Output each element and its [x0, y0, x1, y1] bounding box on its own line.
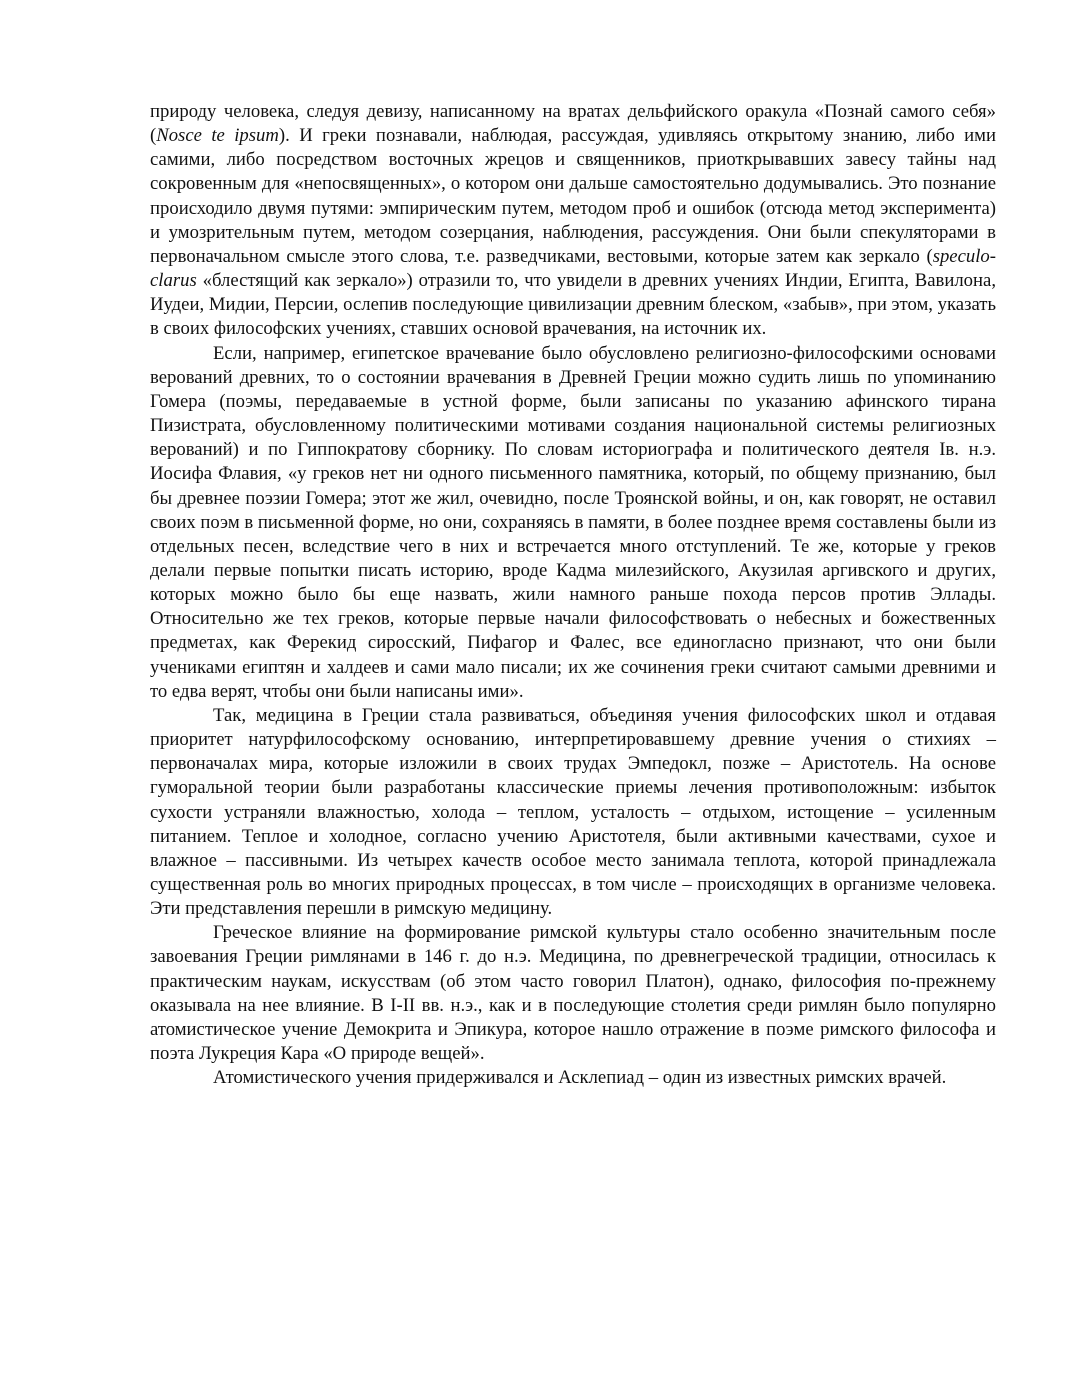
- paragraph-text: Если, например, египетское врачевание было обусловлено религиозно-философскими основами верований древних, то о состоянии врачевания в Древней Греции можно судить лишь по упоминанию Гомера (поэмы, передаваемые в устной форме, были записаны по указанию афинского тирана Пизистрата, обусловленному политическими мотивами создания национальной системы религиозных верований) и по Гиппократову сборнику. По словам историографа и политического деятеля Iв. н.э. Иосифа Флавия, «у греков нет ни одного письменного памятника, который, по общему признанию, был бы древнее поэзии Гомера; этот же жил, очевидно, после Троянской войны, и он, как говорят, не оставил своих поэм в письменной форме, но они, сохраняясь в памяти, в более позднее время составлены были из отдельных песен, вследствие чего в них и встречается много отступлений. Те же, которые у греков делали первые попытки писать историю, вроде Кадма милезийского, Акузилая аргивского и других, которых можно было бы еще назвать, жили намного раньше похода персов против Эллады. Относительно же тех греков, которые первые начали философствовать о небесных и божественных предметах, как Ферекид сиросский, Пифагор и Фалес, все единогласно признают, что они были учениками египтян и халдеев и сами мало писали; их же сочинения греки считают самыми древними и то едва верят, чтобы они были написаны ими».: [150, 342, 996, 702]
- paragraph-text: Атомистического учения придерживался и Асклепиад – один из известных римских врачей.: [213, 1067, 947, 1089]
- paragraph-4: [150, 921, 996, 1066]
- paragraph-5: [150, 1066, 996, 1090]
- paragraph-2: [150, 342, 996, 704]
- paragraph-text: ). И греки познавали, наблюдая, рассуждая, удивляясь открытому знанию, либо ими самими, либо посредством восточных жрецов и священников, приоткрывавших завесу тайны над сокровенным для «непосвященных», о котором они дальше самостоятельно додумывались. Это познание происходило двумя путями: эмпирическим путем, методом проб и ошибок (отсюда метод эксперимента) и умозрительным путем, методом созерцания, наблюдения, рассуждения. Они были спекуляторами в первоначальном смысле этого слова, т.е. разведчиками, вестовыми, которые затем как зеркало (: [150, 125, 996, 267]
- paragraph-text: природу человека, следуя девизу, написанному на вратах дельфийского оракула «Познай самого себя» (: [150, 101, 996, 147]
- paragraph-text: «блестящий как зеркало») отразили то, что увидели в древних учениях Индии, Египта, Вавилона, Иудеи, Мидии, Персии, ослепив последующие цивилизации древним блеском, «забыв», при этом, указать в своих философских учениях, ставших основой врачевания, на источник их.: [150, 270, 996, 340]
- latin-phrase-italic: speculo-clarus: [150, 245, 996, 292]
- paragraph-1: [150, 100, 996, 342]
- latin-phrase-italic: Nosce te ipsum: [156, 125, 279, 147]
- paragraph-text: Греческое влияние на формирование римской культуры стало особенно значительным после завоевания Греции римлянами в 146 г. до н.э. Медицина, по древнегреческой традиции, относилась к практическим наукам, искусствам (об этом часто говорил Платон), однако, философия по-прежнему оказывала на нее влияние. В I-II вв. н.э., как и в последующие столетия среди римлян было популярно атомистическое учение Демокрита и Эпикура, которое нашло отражение в поэме римского философа и поэта Лукреция Кара «О природе вещей».: [150, 922, 996, 1065]
- paragraph-3: [150, 704, 996, 921]
- paragraph-text: Так, медицина в Греции стала развиваться, объединяя учения философских школ и отдавая приоритет натурфилософскому основанию, интерпретировавшему древние учения о стихиях – первоначалах мира, которые изложили в своих трудах Эмпедокл, позже – Аристотель. На основе гуморальной теории были разработаны классические приемы лечения противоположным: избыток сухости устраняли влажностью, холода – теплом, усталость – отдыхом, истощение – усиленным питанием. Теплое и холодное, согласно учению Аристотеля, были активными качествами, сухое и влажное – пассивными. Из четырех качеств особое место занимала теплота, которой принадлежала существенная роль во многих природных процессах, в том числе – происходящих в организме человека. Эти представления перешли в римскую медицину.: [150, 704, 996, 920]
- document-page: [150, 100, 996, 1090]
